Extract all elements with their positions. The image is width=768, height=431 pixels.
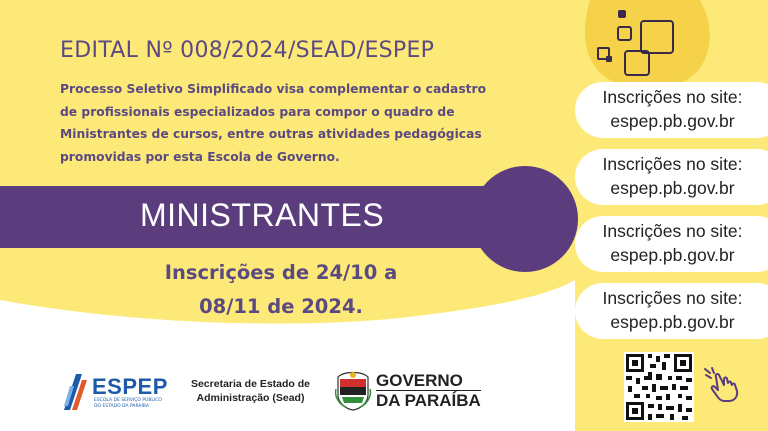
qr-code-icon[interactable] xyxy=(624,352,694,422)
gov-line: GOVERNO xyxy=(376,371,463,390)
registration-pill-text xyxy=(585,286,760,334)
registration-pill-text xyxy=(585,85,760,133)
pill-line: Inscrições no site: xyxy=(602,154,743,174)
dates-line: 08/11 de 2024. xyxy=(199,295,363,318)
decor-square-3 xyxy=(624,50,650,76)
description-line: Processo Seletivo Simplificado visa complementar o cadastro xyxy=(60,82,487,96)
espep-logo-icon xyxy=(62,372,90,412)
purple-band-circle xyxy=(472,166,578,272)
paraiba-crest-icon xyxy=(334,369,372,411)
tap-hand-icon xyxy=(702,367,744,403)
page-title: EDITAL Nº 008/2024/SEAD/ESPEP xyxy=(60,38,435,63)
description-line: de profissionais especializados para compor o quadro de xyxy=(60,104,455,119)
description-line: promovidas por esta Escola de Governo. xyxy=(60,149,340,164)
espep-logo xyxy=(62,370,182,414)
band-label: MINISTRANTES xyxy=(140,197,385,233)
pill-link[interactable]: espep.pb.gov.br xyxy=(610,245,735,265)
espep-name: ESPEP xyxy=(92,374,168,399)
decor-square-2 xyxy=(617,26,632,41)
pill-line: Inscrições no site: xyxy=(602,288,743,308)
governo-paraiba-label xyxy=(376,371,481,410)
pill-line: Inscrições no site: xyxy=(602,221,743,241)
registration-dates xyxy=(136,256,426,324)
pill-line: Inscrições no site: xyxy=(602,87,743,107)
decor-dot-1 xyxy=(618,10,626,18)
registration-pill-text xyxy=(585,152,760,200)
pill-link[interactable]: espep.pb.gov.br xyxy=(610,312,735,332)
decor-dot-2 xyxy=(606,56,612,62)
decor-square-1 xyxy=(640,20,674,54)
sead-label xyxy=(188,377,313,405)
espep-subtitle xyxy=(94,398,174,410)
espep-sub-line: ESCOLA DE SERVIÇO PÚBLICO xyxy=(94,398,162,403)
dates-line: Inscrições de 24/10 a xyxy=(164,261,398,284)
pill-link[interactable]: espep.pb.gov.br xyxy=(610,111,735,131)
sead-line: Secretaria de Estado de xyxy=(190,378,311,390)
description xyxy=(60,78,575,168)
sead-line: Administração (Sead) xyxy=(196,392,305,404)
registration-pill-text xyxy=(585,219,760,267)
espep-sub-line: DO ESTADO DA PARAÍBA xyxy=(94,404,149,409)
description-line: Ministrantes de cursos, entre outras atividades pedagógicas xyxy=(60,127,482,141)
pill-link[interactable]: espep.pb.gov.br xyxy=(610,178,735,198)
gov-line: DA PARAÍBA xyxy=(376,391,481,410)
